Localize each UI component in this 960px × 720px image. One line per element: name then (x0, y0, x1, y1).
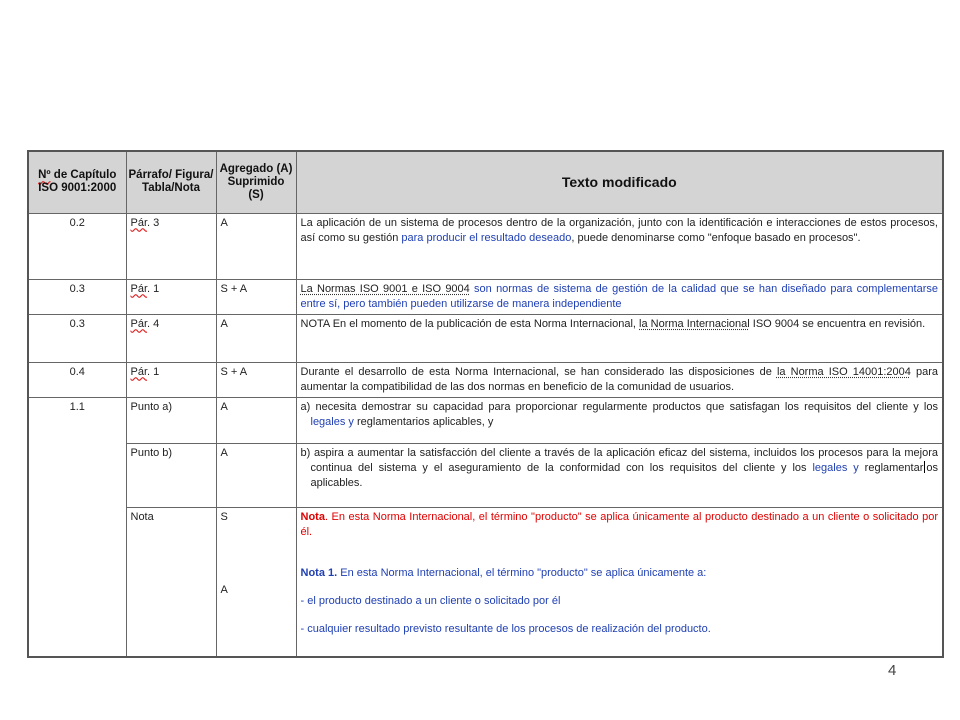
text-original: b) aspira a aumentar la satisfacción del cliente a través de la aplicación eficaz del sistema, incluidos los procesos para la mejora continua del sistema y el aseguramiento de la conformidad con los requisitos del cliente y los (300, 446, 938, 474)
table-row (28, 507, 943, 657)
header-row (28, 151, 943, 213)
text-added-underlined: la Norma Internacional (639, 317, 750, 330)
text-original: a) necesita demostrar su capacidad para proporcionar regularmente productos que satisfagan los requisitos del cliente y los (300, 400, 938, 413)
modifications-table (27, 150, 944, 658)
cap-cell: 0.3 (28, 279, 126, 314)
note-deleted (301, 510, 939, 540)
table-row (28, 362, 943, 397)
note-item: - el producto destinado a un cliente o solicitado por él (300, 594, 561, 607)
as-cell: A (216, 443, 296, 507)
note-label: Nota (300, 510, 325, 523)
as-suprimido: S (220, 510, 228, 523)
as-cell: S + A (216, 279, 296, 314)
text-cell (296, 314, 943, 362)
par-abbr: Pár (130, 317, 148, 330)
par-cell: Nota (126, 507, 216, 657)
text-added: para producir el resultado deseado (401, 231, 572, 244)
text-added: NOTA En el momento de la publicación de esta Norma Internacional, (300, 317, 640, 330)
text-added: ISO 9004 se encuentra en revisión. (749, 317, 926, 330)
as-cell: S + A (216, 362, 296, 397)
table-row (28, 213, 943, 279)
par-num: . 3 (147, 216, 160, 229)
text-cell (296, 279, 943, 314)
text-cell (296, 213, 943, 279)
header-capitulo (28, 151, 126, 213)
par-abbr: Pár (130, 216, 148, 229)
note-text: En esta Norma Internacional, el término "producto" se aplica únicamente a: (337, 566, 707, 579)
as-cell: A (216, 213, 296, 279)
note-label: Nota 1. (300, 566, 338, 579)
cap-cell: 0.2 (28, 213, 126, 279)
par-abbr: Pár (130, 282, 148, 295)
text-original: , puede denominarse como "enfoque basado en procesos". (571, 231, 861, 244)
cap-cell: 0.4 (28, 362, 126, 397)
as-cell: A (216, 397, 296, 443)
par-cell (126, 213, 216, 279)
text-modified: La Normas ISO 9001 e ISO 9004 (300, 282, 470, 295)
cap-cell: 1.1 (28, 397, 126, 657)
table-row (28, 397, 943, 443)
text-original: reglamentar (858, 461, 924, 474)
text-added: legales y (310, 415, 354, 428)
text-added: Durante el desarrollo de esta Norma Internacional, se han considerado las disposiciones de (300, 365, 777, 378)
cap-cell: 0.3 (28, 314, 126, 362)
text-original: La aplicación de un sistema de procesos dentro de la organización, junto con la identificación e interacciones de estos procesos, así como su gestión (300, 216, 938, 244)
text-original: reglamentarios aplicables, y (353, 415, 494, 428)
par-cell (126, 314, 216, 362)
table-row (28, 314, 943, 362)
par-cell: Punto b) (126, 443, 216, 507)
par-num: . 1 (147, 365, 160, 378)
text-cell (296, 362, 943, 397)
par-num: . 4 (147, 317, 160, 330)
header-agregado: Agregado (A) Suprimido (S) (216, 151, 296, 213)
note-text: . En esta Norma Internacional, el término "producto" se aplica únicamente al producto destinado a un cliente o solicitado por él. (300, 510, 938, 538)
text-cell (296, 397, 943, 443)
note-item: - cualquier resultado previsto resultante de los procesos de realización del producto. (300, 622, 711, 635)
par-num: . 1 (147, 282, 160, 295)
text-added: legales y (812, 461, 859, 474)
par-cell: Punto a) (126, 397, 216, 443)
text-cell (296, 507, 943, 657)
par-cell (126, 362, 216, 397)
text-added: son normas de sistema de gestión de la calidad que se han diseñado para complementarse entre sí, pero también pueden utilizarse de manera independiente (300, 282, 938, 310)
text-original: os aplicables. (310, 461, 938, 489)
table-row (28, 279, 943, 314)
note-added (301, 566, 939, 581)
header-parrafo: Párrafo/ Figura/ Tabla/Nota (126, 151, 216, 213)
page-number: 4 (888, 662, 897, 679)
header-cap-rest: de Capítulo ISO 9001:2000 (38, 169, 117, 195)
table-row (28, 443, 943, 507)
text-added: para aumentar la compatibilidad de las dos normas en beneficio de la comunidad de usuarios. (300, 365, 938, 393)
text-cell (296, 443, 943, 507)
par-cell (126, 279, 216, 314)
header-cap-prefix: Nº (38, 169, 51, 182)
header-texto: Texto modificado (296, 151, 943, 213)
as-agregado: A (220, 583, 228, 596)
as-cell: A (216, 314, 296, 362)
text-added-underlined: la Norma ISO 14001:2004 (776, 365, 911, 378)
par-abbr: Pár (130, 365, 148, 378)
as-cell (216, 507, 296, 657)
